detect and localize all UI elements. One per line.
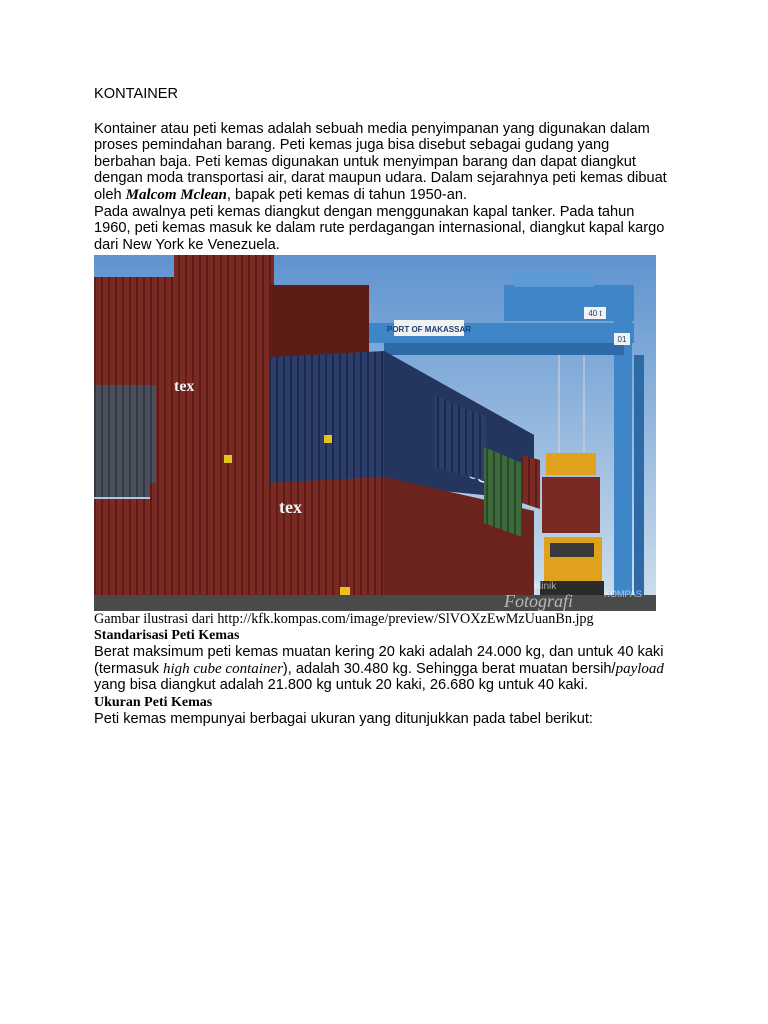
paragraph-weights-tail: yang bisa diangkut adalah 21.800 kg untuk 20 kaki, 26.680 kg untuk 40 kaki.	[94, 677, 589, 694]
paragraph-intro-tail: , bapak peti kemas di tahun 1950-an.	[226, 186, 468, 203]
image-caption: Gambar ilustrasi dari http://kfk.kompas.com/image/preview/SlVOXzEwMzUuanBn.jpg	[94, 611, 594, 627]
paragraph-sizes: Peti kemas mempunyai berbagai ukuran yang ditunjukkan pada tabel berikut:	[94, 710, 593, 727]
section-standards	[94, 627, 674, 727]
photo-illustration	[94, 255, 656, 611]
crane-tag-number: 01	[617, 335, 627, 344]
watermark-kompas: KOMPAS	[604, 589, 642, 599]
heading-sizes: Ukuran Peti Kemas	[94, 694, 213, 710]
container-label-tex-bottom: tex	[279, 497, 302, 517]
container-label-tex-top: tex	[174, 378, 195, 395]
paragraph-weights-mid: ), adalah 30.480 kg. Sehingga berat muatan bersih/	[282, 660, 616, 677]
watermark-small: klinik	[534, 581, 557, 592]
paragraph-weights-text: Berat maksimum peti kemas muatan kering 20 kaki adalah 24.000 kg, dan untuk 40 kaki (termasuk	[94, 644, 664, 677]
paragraph-weights	[94, 644, 674, 694]
doc-title: KONTAINER	[94, 86, 179, 102]
term-high-cube: high cube container	[162, 660, 283, 677]
paragraph-history: Pada awalnya peti kemas diangkut dengan menggunakan kapal tanker. Pada tahun 1960, peti kemas masuk ke dalam rute perdagangan internasional, diangkut kapal kargo dari New York ke Venezuela.	[94, 203, 665, 253]
heading-standardization: Standarisasi Peti Kemas	[94, 628, 240, 643]
person-name: Malcom Mclean	[125, 186, 227, 203]
crane-tag-capacity: 40 t	[588, 309, 602, 318]
document-body	[94, 86, 674, 253]
paragraph-intro-text: Kontainer atau peti kemas adalah sebuah media penyimpanan yang digunakan dalam proses pemindahan barang. Peti kemas juga bisa disebut sebagai gudang yang berbahan baja. Peti kemas digunakan untuk menyimpan barang dan dapat diangkut dengan moda transportasi air, darat maupun udara. Dalam sejarahnya peti kemas dibuat oleh	[94, 120, 667, 203]
crane-sign-text: PORT OF MAKASSAR	[387, 325, 471, 334]
paragraph-intro	[94, 121, 674, 204]
term-payload: payload	[615, 660, 664, 677]
container-port-photo	[94, 255, 656, 611]
watermark-main: Fotografi	[504, 591, 574, 611]
